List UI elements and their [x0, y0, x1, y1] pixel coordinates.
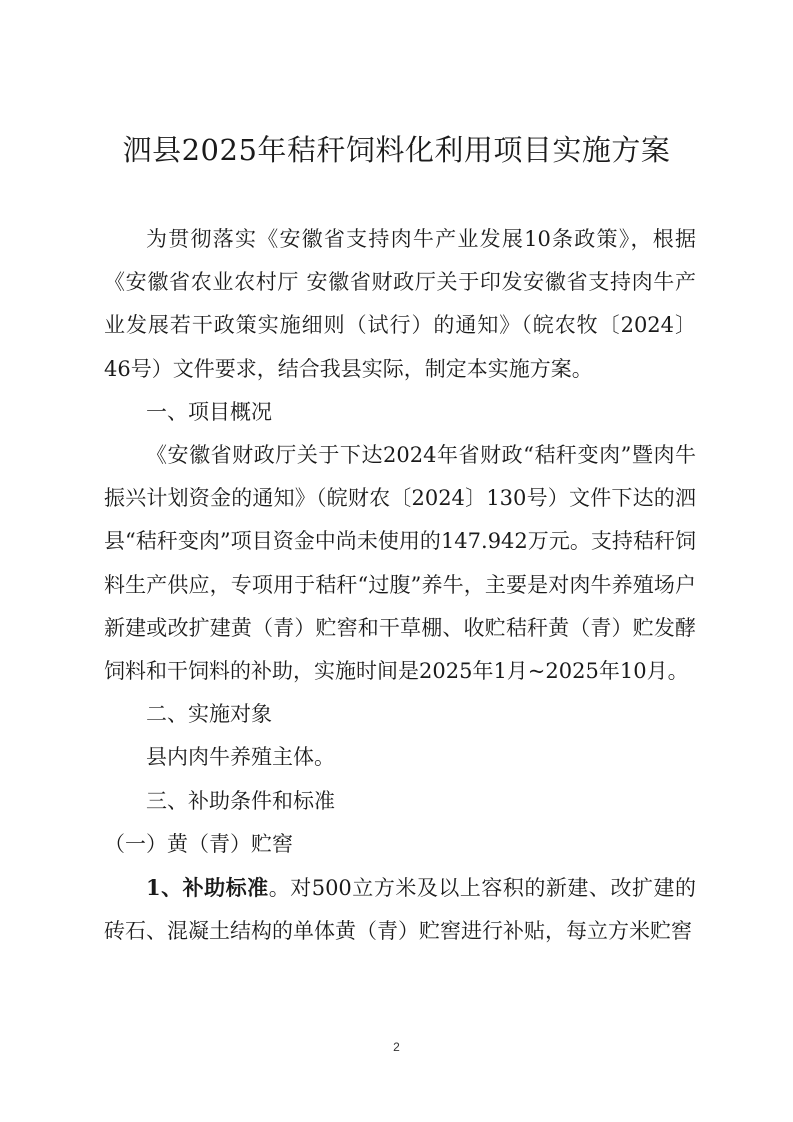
overview-paragraph: 《安徽省财政厅关于下达2024年省财政“秸秆变肉”暨肉牛振兴计划资金的通知》（皖财农〔2024〕130号）文件下达的泗县“秸秆变肉”项目资金中尚未使用的147.942万元。支持秸秆饲料生产供应，专项用于秸秆“过腹”养牛，主要是对肉牛养殖场户新建或改扩建黄（青）贮窖和干草棚、收贮秸秆黄（青）贮发酵饲料和干饲料的补助，实施时间是2025年1月~2025年10月。: [104, 443, 696, 684]
subsidy-standard-lead: 1、补助标准: [146, 875, 269, 901]
intro-paragraph: 为贯彻落实《安徽省支持肉牛产业发展10条政策》，根据《安徽省农业农村厅 安徽省财政厅关于印发安徽省支持肉牛产业发展若干政策实施细则（试行）的通知》（皖农牧〔2024〕46号）文件要求，结合我县实际，制定本实施方案。: [104, 227, 696, 381]
page-number: 2: [393, 1040, 400, 1054]
targets-paragraph: 县内肉牛养殖主体。: [146, 745, 335, 770]
section-heading-overview: 一、项目概况: [146, 399, 272, 424]
subsidy-standard-text: 。对500立方米及以上容积的新建、改扩建的砖石、混凝土结构的单体黄（青）贮窖进行补贴，每立方米贮窖: [104, 876, 696, 944]
section-heading-targets: 二、实施对象: [146, 702, 272, 727]
subsection-heading-silo: （一）黄（青）贮窖: [104, 831, 293, 856]
document-title: 泗县2025年秸秆饲料化利用项目实施方案: [122, 133, 671, 167]
section-heading-subsidy: 三、补助条件和标准: [146, 788, 335, 813]
subsidy-standard-paragraph: [104, 866, 696, 953]
document-body: [104, 218, 696, 953]
